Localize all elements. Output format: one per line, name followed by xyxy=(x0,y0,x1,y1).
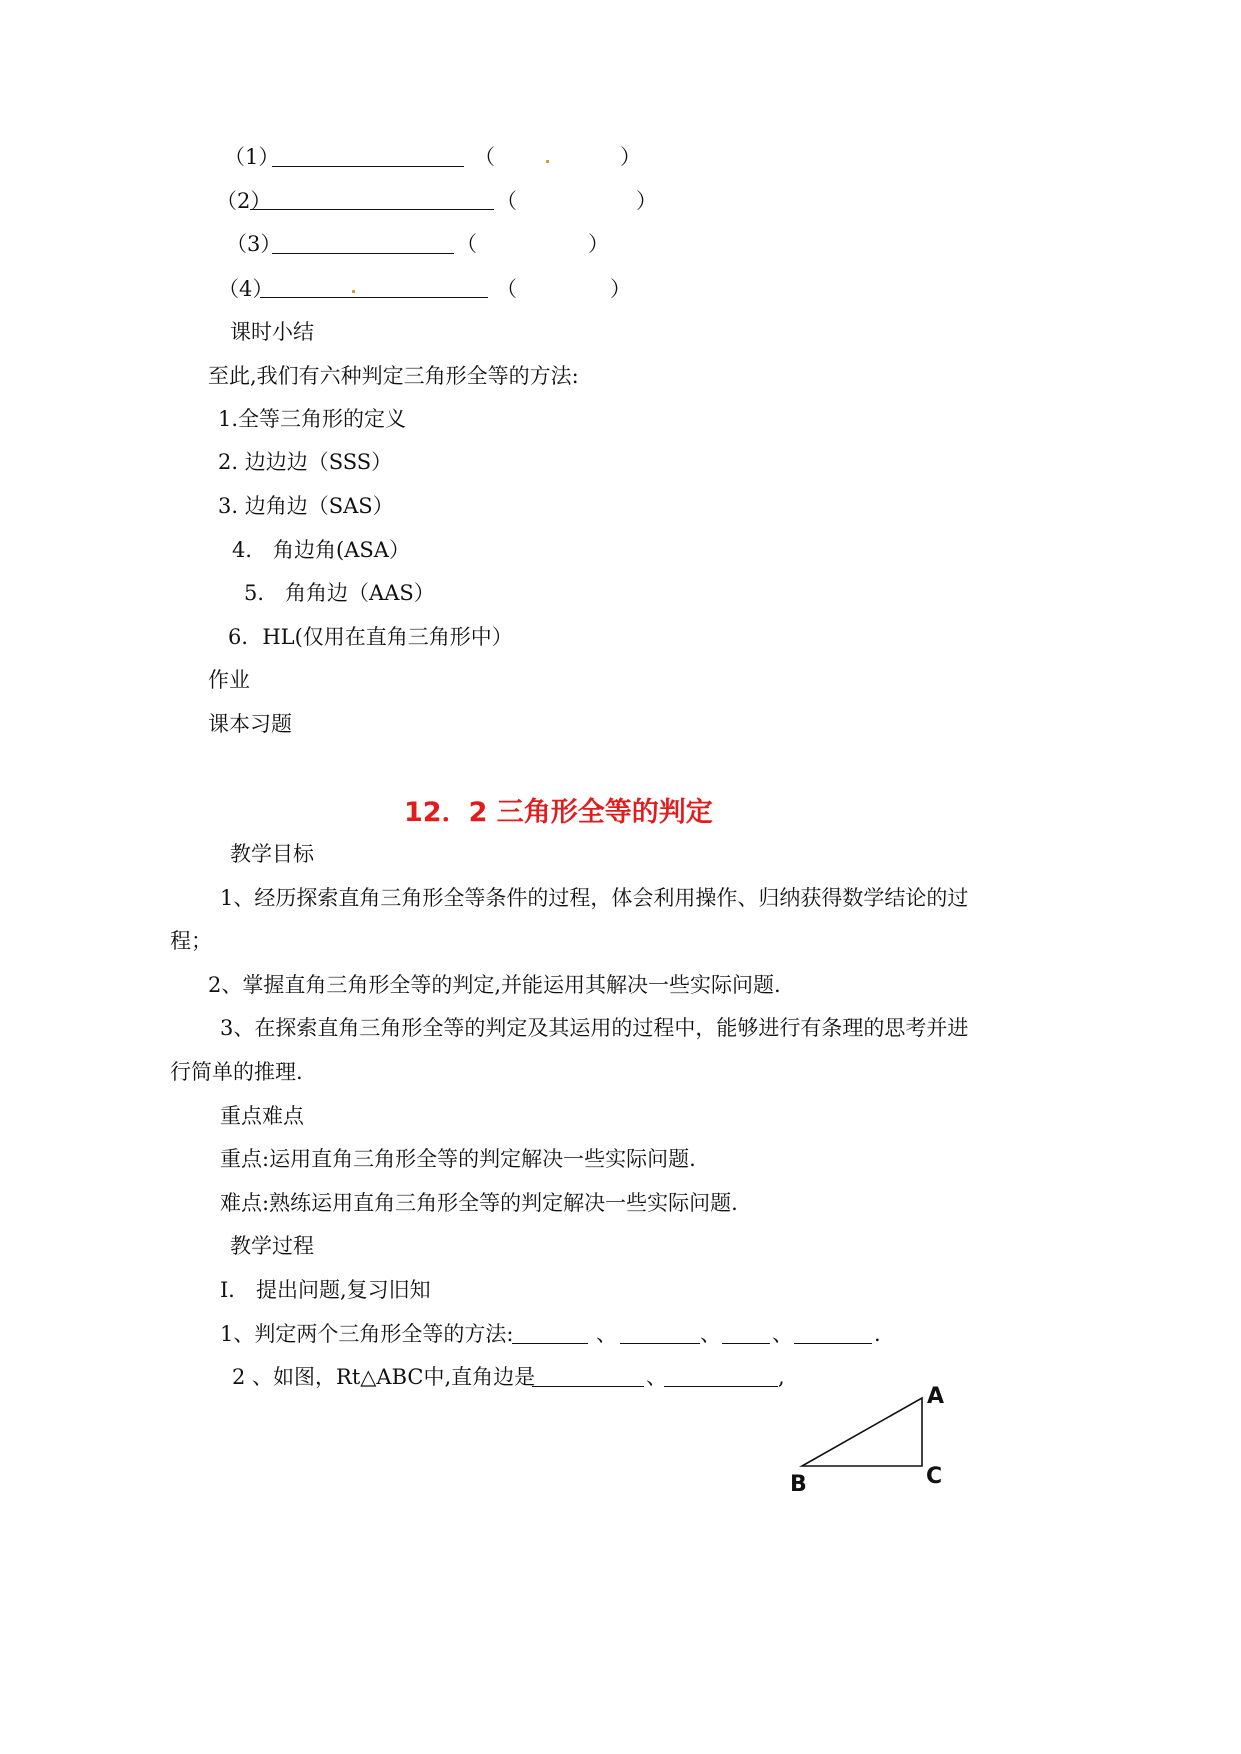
vertex-label-c: C xyxy=(926,1464,943,1489)
section-title: 12．2 三角形全等的判定 xyxy=(404,797,713,828)
question-2-separator: 、 xyxy=(646,1365,667,1389)
question-1-blank-4[interactable] xyxy=(794,1343,872,1344)
question-1-separator: 、 xyxy=(596,1322,617,1346)
fill-item-3-close: ） xyxy=(588,232,609,256)
process-part-1: Ⅰ． 提出问题,复习旧知 xyxy=(220,1278,431,1302)
question-1-prefix: 1、判定两个三角形全等的方法: xyxy=(220,1322,514,1346)
fill-item-2-open: （ xyxy=(496,189,517,213)
method-2: 2. 边边边（SSS） xyxy=(218,450,393,474)
question-1-blank-2[interactable] xyxy=(620,1343,700,1344)
question-2-blank-2[interactable] xyxy=(664,1386,778,1387)
fill-item-3-blank[interactable] xyxy=(272,253,454,254)
question-1-blank-3[interactable] xyxy=(722,1343,770,1344)
homework-content: 课本习题 xyxy=(208,712,292,736)
objectives-heading: 教学目标 xyxy=(230,842,314,866)
method-5: 5． 角角边（AAS） xyxy=(244,581,435,605)
objective-3-line-1: 3、在探索直角三角形全等的判定及其运用的过程中，能够进行有条理的思考并进 xyxy=(220,1016,969,1040)
triangle-abc xyxy=(802,1398,922,1466)
fill-item-2-number: （2） xyxy=(216,189,272,213)
stray-dot xyxy=(352,290,355,293)
objective-2: 2、掌握直角三角形全等的判定,并能运用其解决一些实际问题. xyxy=(208,973,781,997)
question-2-end: , xyxy=(778,1365,785,1389)
key-point: 重点:运用直角三角形全等的判定解决一些实际问题. xyxy=(220,1147,696,1171)
fill-item-2-close: ） xyxy=(636,189,657,213)
objective-3-line-2: 行简单的推理. xyxy=(170,1060,303,1084)
question-1-blank-1[interactable] xyxy=(512,1343,588,1344)
method-3: 3. 边角边（SAS） xyxy=(218,494,394,518)
fill-item-3-open: （ xyxy=(456,232,477,256)
summary-intro: 至此,我们有六种判定三角形全等的方法: xyxy=(208,364,579,388)
question-2-blank-1[interactable] xyxy=(532,1386,644,1387)
difficulty-point: 难点:熟练运用直角三角形全等的判定解决一些实际问题. xyxy=(220,1191,738,1215)
fill-item-1-blank[interactable] xyxy=(272,166,464,167)
stray-dot xyxy=(546,160,549,163)
fill-item-1-close: ） xyxy=(620,145,641,169)
fill-item-4-blank[interactable] xyxy=(260,297,488,298)
vertex-label-b: B xyxy=(790,1472,807,1497)
method-4: 4． 角边角(ASA） xyxy=(232,538,410,562)
objective-1-line-1: 1、经历探索直角三角形全等条件的过程，体会利用操作、归纳获得数学结论的过 xyxy=(220,886,969,910)
fill-item-4-close: ） xyxy=(610,277,631,301)
question-1-separator: 、 xyxy=(700,1322,721,1346)
method-6: 6．HL(仅用在直角三角形中） xyxy=(228,625,513,649)
question-1-end: . xyxy=(874,1322,881,1346)
fill-item-4-number: （4） xyxy=(218,277,274,301)
summary-heading: 课时小结 xyxy=(230,320,314,344)
method-1: 1.全等三角形的定义 xyxy=(218,407,407,431)
fill-item-1-open: （ xyxy=(474,145,495,169)
fill-item-3-number: （3） xyxy=(226,232,282,256)
question-2-prefix: 2 、如图，Rt△ABC中,直角边是 xyxy=(232,1365,536,1389)
question-1-separator: 、 xyxy=(772,1322,793,1346)
key-points-heading: 重点难点 xyxy=(220,1104,304,1128)
fill-item-2-blank[interactable] xyxy=(250,209,494,210)
fill-item-4-open: （ xyxy=(496,277,517,301)
homework-heading: 作业 xyxy=(208,668,250,692)
vertex-label-a: A xyxy=(927,1384,945,1409)
objective-1-line-2: 程； xyxy=(170,929,212,953)
process-heading: 教学过程 xyxy=(230,1234,314,1258)
fill-item-1-number: （1） xyxy=(224,145,280,169)
